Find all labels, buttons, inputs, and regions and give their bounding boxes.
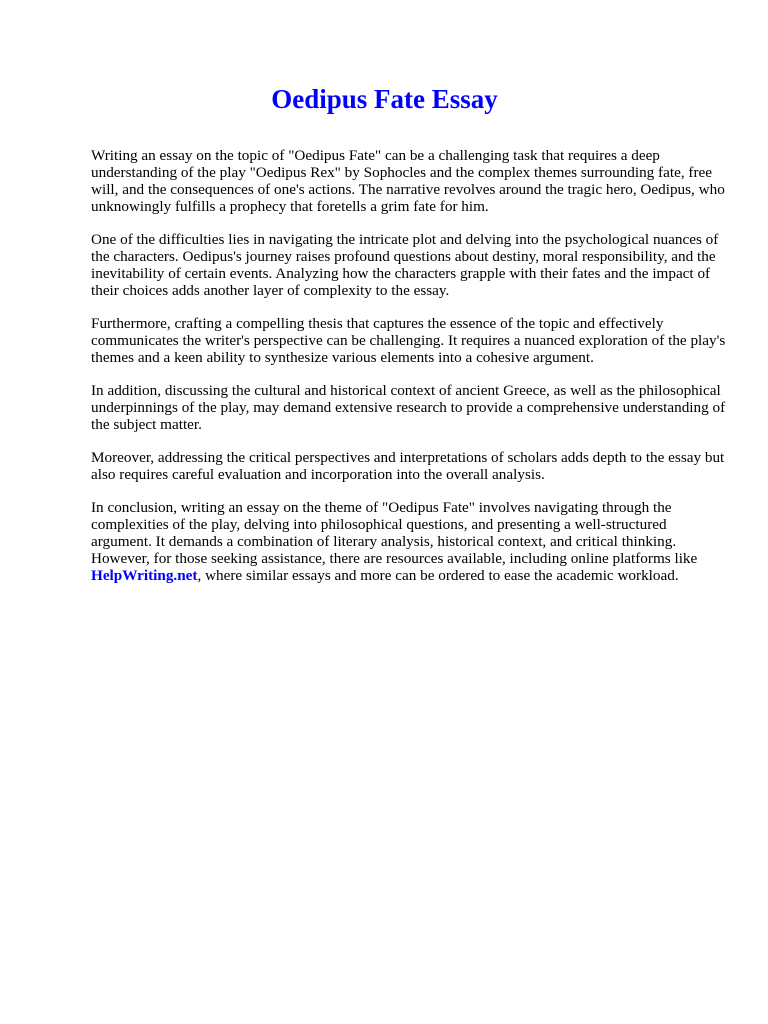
conclusion-text-before-link: In conclusion, writing an essay on the theme of "Oedipus Fate" involves navigating through the complexities of the play, delving into philosophical questions, and presenting a well-structured argument. It demands a combination of literary analysis, historical context, and critical thinking. However, for those seeking assistance, there are resources available, including online platforms like — [91, 499, 698, 567]
conclusion-paragraph — [91, 499, 728, 584]
paragraph-2: One of the difficulties lies in navigating the intricate plot and delving into the psychological nuances of the characters. Oedipus's journey raises profound questions about destiny, moral responsibility, and the inevitability of certain events. Analyzing how the characters grapple with their fates and the impact of their choices adds another layer of complexity to the essay. — [91, 231, 719, 299]
paragraph-4: In addition, discussing the cultural and historical context of ancient Greece, as well as the philosophical underpinnings of the play, may demand extensive research to provide a comprehensive understanding of the subject matter. — [91, 382, 726, 433]
conclusion-text-after-link: , where similar essays and more can be ordered to ease the academic workload. — [197, 567, 679, 584]
paragraph-1: Writing an essay on the topic of "Oedipus Fate" can be a challenging task that requires a deep understanding of the play "Oedipus Rex" by Sophocles and the complex themes surrounding fate, free will, and the consequences of one's actions. The narrative revolves around the tragic hero, Oedipus, who unknowingly fulfills a prophecy that foretells a grim fate for him. — [91, 147, 725, 215]
document-title: Oedipus Fate Essay — [271, 84, 498, 114]
paragraph-5: Moreover, addressing the critical perspectives and interpretations of scholars adds depth to the essay but also requires careful evaluation and incorporation into the overall analysis. — [91, 449, 725, 483]
paragraph-3: Furthermore, crafting a compelling thesis that captures the essence of the topic and effectively communicates the writer's perspective can be challenging. It requires a nuanced exploration of the play's themes and a keen ability to synthesize various elements into a cohesive argument. — [91, 315, 726, 366]
helpwriting-link[interactable]: HelpWriting.net — [91, 567, 198, 584]
